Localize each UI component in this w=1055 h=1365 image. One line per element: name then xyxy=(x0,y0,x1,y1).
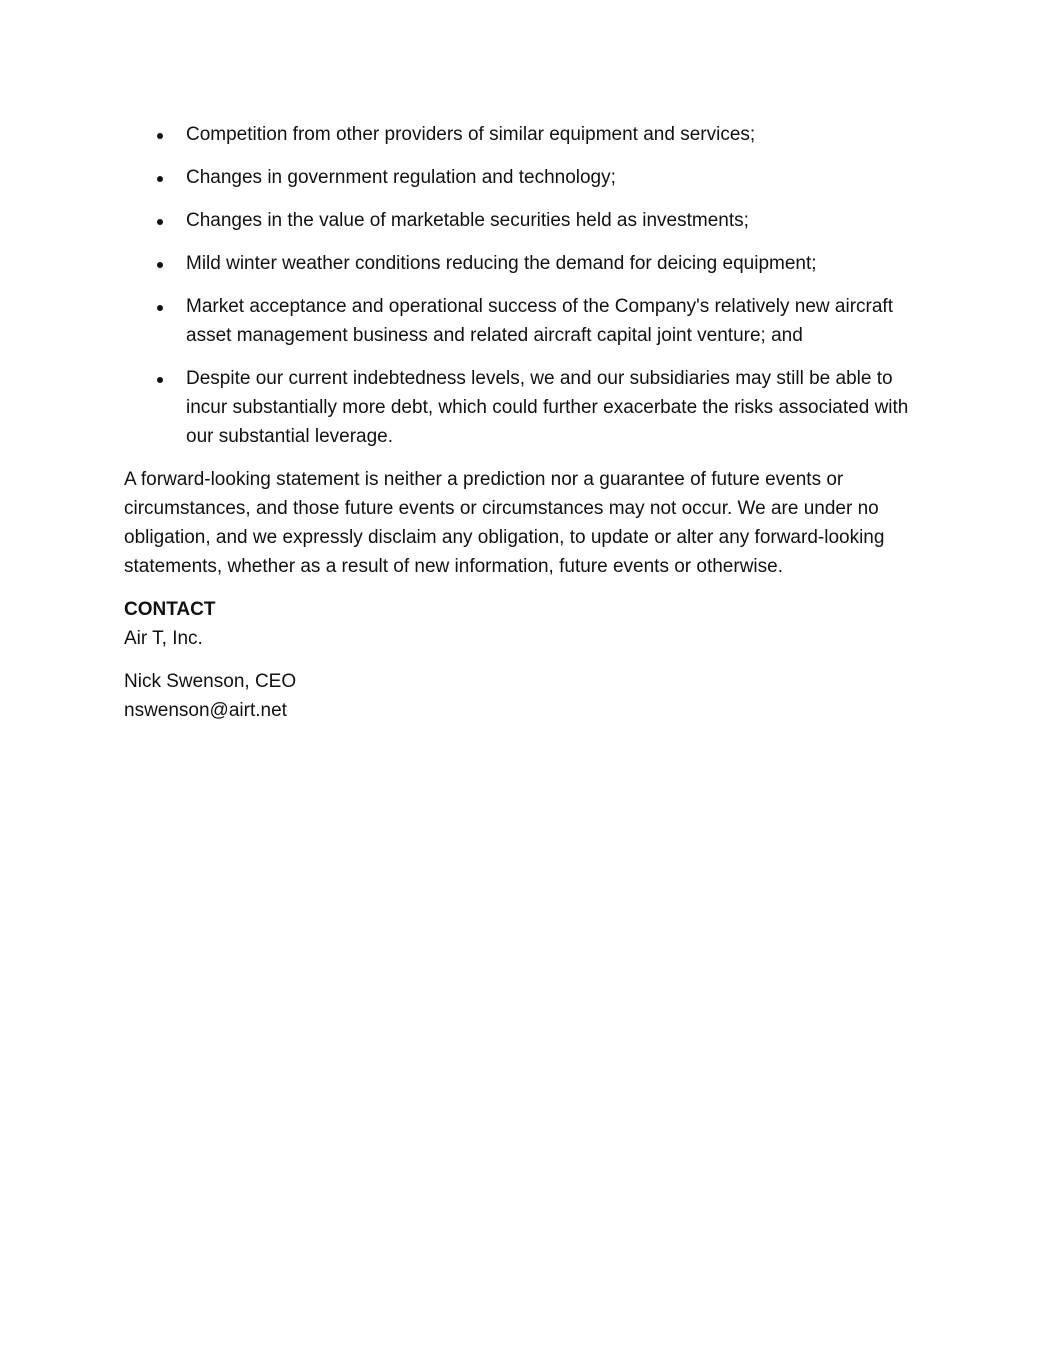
list-item xyxy=(124,163,936,192)
bullet-icon xyxy=(157,377,163,383)
contact-section xyxy=(124,595,936,653)
list-item xyxy=(124,120,936,149)
list-item-text: Changes in the value of marketable securities held as investments; xyxy=(186,210,749,231)
list-item-text: Despite our current indebtedness levels, we and our subsidiaries may still be able to incur substantially more debt, which could further exacerbate the risks associated with our substantial leverage. xyxy=(186,368,909,447)
list-item xyxy=(124,292,936,350)
list-item-text: Competition from other providers of similar equipment and services; xyxy=(186,124,756,145)
forward-looking-disclaimer: A forward-looking statement is neither a prediction nor a guarantee of future events or circumstances, and those future events or circumstances may not occur. We are under no obligation, and we expressly disclaim any obligation, to update or alter any forward-looking statements, whether as a result of new information, future events or otherwise. xyxy=(124,469,885,577)
contact-heading: CONTACT xyxy=(124,599,216,620)
contact-company: Air T, Inc. xyxy=(124,628,203,649)
contact-person-block xyxy=(124,667,936,725)
contact-email-link[interactable]: nswenson@airt.net xyxy=(124,700,287,721)
bullet-icon xyxy=(157,262,163,268)
bullet-icon xyxy=(157,133,163,139)
document-page xyxy=(124,120,936,739)
contact-person: Nick Swenson, CEO xyxy=(124,671,297,692)
list-item xyxy=(124,364,936,451)
list-item-text: Market acceptance and operational success of the Company's relatively new aircraft asset management business and related aircraft capital joint venture; and xyxy=(186,296,893,346)
bullet-icon xyxy=(157,219,163,225)
list-item xyxy=(124,206,936,235)
bullet-icon xyxy=(157,176,163,182)
list-item-text: Mild winter weather conditions reducing the demand for deicing equipment; xyxy=(186,253,817,274)
bullet-icon xyxy=(157,305,163,311)
list-item xyxy=(124,249,936,278)
list-item-text: Changes in government regulation and technology; xyxy=(186,167,616,188)
risk-factor-list xyxy=(124,120,936,451)
